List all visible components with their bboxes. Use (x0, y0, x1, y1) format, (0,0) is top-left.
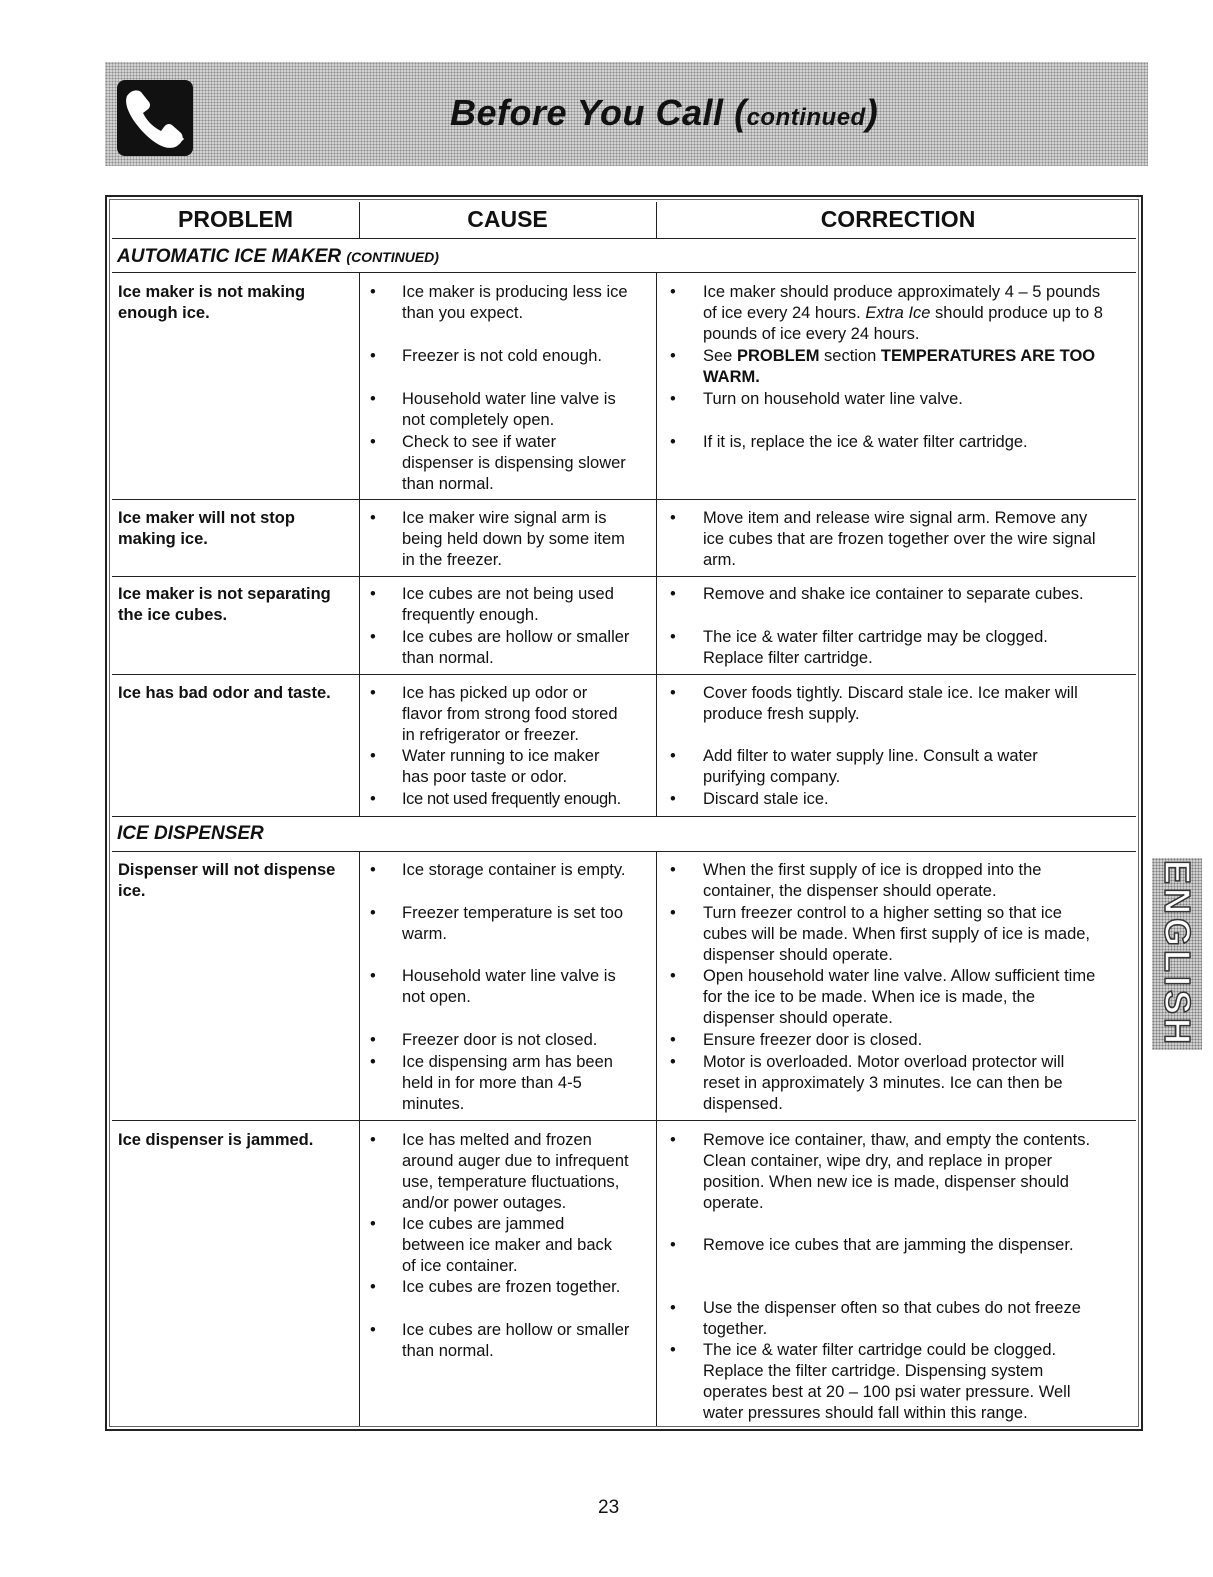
section-title-ice-dispenser: ICE DISPENSER (117, 823, 264, 844)
correction-item: The ice & water filter cartridge may be clogged. Replace filter cartridge. (703, 628, 1048, 667)
bullet: • (670, 628, 676, 646)
divider (112, 576, 1136, 577)
bullet: • (670, 1031, 676, 1049)
bullet: • (670, 1053, 676, 1071)
divider (112, 238, 1136, 239)
divider (112, 674, 1136, 675)
bullet: • (370, 1215, 376, 1233)
bullet: • (670, 1131, 676, 1149)
page-number: 23 (598, 1497, 620, 1518)
correction-item: Ensure freezer door is closed. (703, 1031, 923, 1049)
bullet: • (670, 967, 676, 985)
cause-item: Freezer door is not closed. (402, 1031, 598, 1049)
column-header-problem: PROBLEM (178, 206, 293, 232)
bullet: • (670, 1341, 676, 1359)
cause-item: Ice cubes are hollow or smaller than normal. (402, 1321, 630, 1360)
cause-item: Ice not used frequently enough. (402, 790, 621, 808)
section-title-ice-maker: AUTOMATIC ICE MAKER (CONTINUED) (117, 246, 439, 267)
cause-item: Ice cubes are hollow or smaller than normal. (402, 628, 630, 667)
bullet: • (370, 1053, 376, 1071)
bullet: • (670, 433, 676, 451)
cause-item: Check to see if water dispenser is dispensing slower than normal. (402, 433, 626, 493)
column-header-correction: CORRECTION (820, 206, 976, 232)
cause-item: Ice cubes are frozen together. (402, 1278, 621, 1296)
column-divider (656, 202, 657, 238)
bullet: • (370, 585, 376, 603)
problem-ice-bad-odor: Ice has bad odor and taste. (118, 684, 331, 702)
column-divider (656, 851, 657, 1426)
divider (112, 851, 1136, 852)
cause-item: Freezer temperature is set too warm. (402, 904, 624, 943)
bullet: • (370, 390, 376, 408)
bullet: • (670, 747, 676, 765)
problem-dispenser-will-not-dispense: Dispenser will not dispense ice. (118, 861, 336, 900)
correction-item: Use the dispenser often so that cubes do not freeze together. (703, 1299, 1081, 1338)
correction-item: Move item and release wire signal arm. Remove any ice cubes that are frozen together over the wire signal arm. (703, 509, 1096, 569)
language-tab-label: ENGLISH (1157, 859, 1198, 1049)
column-divider (359, 851, 360, 1426)
bullet: • (670, 585, 676, 603)
bullet: • (370, 283, 376, 301)
problem-ice-maker-not-making-enough: Ice maker is not making enough ice. (118, 283, 306, 322)
problem-ice-dispenser-jammed: Ice dispenser is jammed. (118, 1131, 314, 1149)
correction-item: Remove ice cubes that are jamming the dispenser. (703, 1236, 1074, 1254)
column-header-cause: CAUSE (467, 206, 548, 232)
correction-item: Remove and shake ice container to separate cubes. (703, 585, 1084, 603)
bullet: • (370, 967, 376, 985)
cause-item: Ice storage container is empty. (402, 861, 626, 879)
cause-item: Ice maker wire signal arm is being held down by some item in the freezer. (402, 509, 625, 569)
bullet: • (370, 1131, 376, 1149)
bullet: • (670, 509, 676, 527)
correction-item: Ice maker should produce approximately 4 – 5 pounds of ice every 24 hours. Extra Ice should produce up to 8 pounds of ice every 24 hours. (703, 283, 1103, 343)
correction-item: Add filter to water supply line. Consult a water purifying company. (703, 747, 1038, 786)
bullet: • (370, 433, 376, 451)
correction-item: Discard stale ice. (703, 790, 829, 808)
divider (112, 272, 1136, 273)
bullet: • (670, 283, 676, 301)
problem-ice-maker-will-not-stop: Ice maker will not stop making ice. (118, 509, 295, 548)
bullet: • (370, 861, 376, 879)
correction-item: The ice & water filter cartridge could be clogged. Replace the filter cartridge. Dispensing system operates best at 20 – 100 psi water pressure. Well water pressures should fall within this range. (703, 1341, 1071, 1422)
bullet: • (370, 790, 376, 808)
cause-item: Household water line valve is not completely open. (402, 390, 616, 429)
cause-item: Ice cubes are not being used frequently enough. (402, 585, 614, 624)
bullet: • (670, 904, 676, 922)
cause-item: Ice has picked up odor or flavor from strong food stored in refrigerator or freezer. (402, 684, 618, 744)
correction-item: Turn on household water line valve. (703, 390, 963, 408)
troubleshooting-table (105, 195, 1143, 1431)
column-divider (656, 272, 657, 816)
bullet: • (670, 790, 676, 808)
column-divider (359, 272, 360, 816)
bullet: • (670, 390, 676, 408)
bullet: • (370, 747, 376, 765)
correction-item: Turn freezer control to a higher setting so that ice cubes will be made. When first supply of ice is made, dispenser should operate. (703, 904, 1091, 964)
bullet: • (370, 509, 376, 527)
divider (112, 816, 1136, 817)
cause-item: Ice dispensing arm has been held in for more than 4-5 minutes. (402, 1053, 613, 1113)
correction-item: If it is, replace the ice & water filter cartridge. (703, 433, 1028, 451)
cause-item: Household water line valve is not open. (402, 967, 616, 1006)
page-title: Before You Call (continued) (450, 92, 879, 133)
cause-item: Water running to ice maker has poor taste or odor. (402, 747, 600, 786)
problem-ice-maker-not-separating: Ice maker is not separating the ice cubes. (118, 585, 331, 624)
language-tab (1152, 858, 1202, 1050)
correction-item: Motor is overloaded. Motor overload protector will reset in approximately 3 minutes. Ice can then be dispensed. (703, 1053, 1065, 1113)
bullet: • (370, 1321, 376, 1339)
bullet: • (670, 1236, 676, 1254)
bullet: • (670, 861, 676, 879)
correction-item: When the first supply of ice is dropped into the container, the dispenser should operate. (703, 861, 1042, 900)
divider (112, 1120, 1136, 1121)
correction-item: Remove ice container, thaw, and empty the contents. Clean container, wipe dry, and replace in proper position. When new ice is made, dispenser should operate. (703, 1131, 1091, 1212)
bullet: • (370, 347, 376, 365)
bullet: • (670, 684, 676, 702)
bullet: • (370, 684, 376, 702)
cause-item: Ice cubes are jammed between ice maker and back of ice container. (402, 1215, 613, 1275)
bullet: • (370, 628, 376, 646)
bullet: • (670, 347, 676, 365)
correction-item: Open household water line valve. Allow sufficient time for the ice to be made. When ice is made, the dispenser should operate. (703, 967, 1096, 1027)
phone-hook-icon (117, 80, 193, 156)
cause-item: Ice has melted and frozen around auger due to infrequent use, temperature fluctuations, and/or power outages. (402, 1131, 629, 1212)
column-divider (359, 202, 360, 238)
correction-item: See PROBLEM section TEMPERATURES ARE TOO WARM. (703, 347, 1096, 386)
cause-item: Freezer is not cold enough. (402, 347, 602, 365)
bullet: • (370, 904, 376, 922)
divider (112, 499, 1136, 500)
bullet: • (370, 1031, 376, 1049)
bullet: • (670, 1299, 676, 1317)
bullet: • (370, 1278, 376, 1296)
cause-item: Ice maker is producing less ice than you expect. (402, 283, 628, 322)
correction-item: Cover foods tightly. Discard stale ice. Ice maker will produce fresh supply. (703, 684, 1078, 723)
